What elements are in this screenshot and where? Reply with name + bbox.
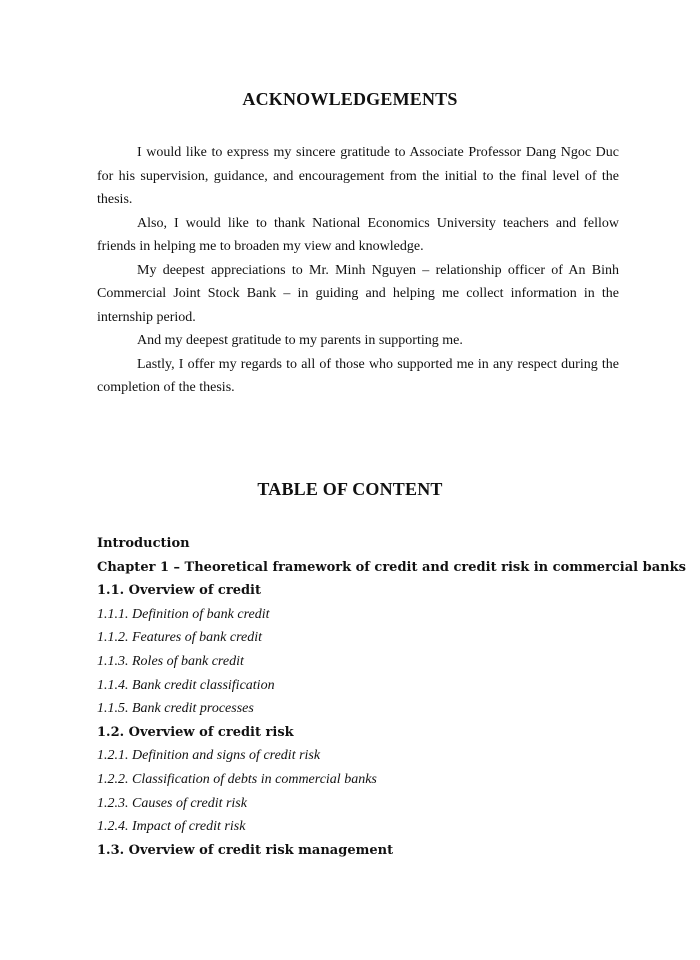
toc-entry-1-2-2: 1.2.2. Classification of debts in commercial banks	[97, 771, 377, 787]
toc-entry-section-1-3: 1.3. Overview of credit risk management	[97, 842, 394, 858]
toc-entry-chapter-1: Chapter 1 – Theoretical framework of credit and credit risk in commercial banks	[97, 559, 686, 575]
toc-entry-1-2-4: 1.2.4. Impact of credit risk	[97, 819, 246, 835]
ack-paragraph: And my deepest gratitude to my parents in supporting me.	[137, 333, 463, 348]
acknowledgements-body	[97, 141, 619, 400]
toc-entry-1-1-2: 1.1.2. Features of bank credit	[97, 630, 262, 646]
toc-entry-section-1-1: 1.1. Overview of credit	[97, 583, 262, 599]
table-of-content-list	[97, 532, 686, 862]
ack-paragraph: Also, I would like to thank National Economics University teachers and fellow friends in helping me to broaden my view and knowledge.	[97, 215, 619, 254]
toc-entry-1-1-5: 1.1.5. Bank credit processes	[97, 701, 254, 717]
toc-entry-1-2-3: 1.2.3. Causes of credit risk	[97, 795, 247, 811]
toc-entry-1-1-3: 1.1.3. Roles of bank credit	[97, 653, 244, 669]
toc-entry-section-1-2: 1.2. Overview of credit risk	[97, 724, 294, 740]
table-of-content-title: TABLE OF CONTENT	[257, 479, 443, 499]
toc-entry-introduction: Introduction	[97, 536, 190, 551]
toc-entry-1-1-4: 1.1.4. Bank credit classification	[97, 677, 275, 693]
acknowledgements-title: ACKNOWLEDGEMENTS	[242, 89, 458, 109]
toc-entry-1-1-1: 1.1.1. Definition of bank credit	[97, 606, 270, 622]
ack-paragraph: Lastly, I offer my regards to all of those who supported me in any respect during the completion of the thesis.	[97, 356, 619, 395]
ack-paragraph: My deepest appreciations to Mr. Minh Nguyen – relationship officer of An Binh Commercial Joint Stock Bank – in guiding and helping me collect information in the internship period.	[97, 262, 619, 325]
toc-entry-1-2-1: 1.2.1. Definition and signs of credit risk	[97, 748, 321, 764]
ack-paragraph: I would like to express my sincere gratitude to Associate Professor Dang Ngoc Duc for his supervision, guidance, and encouragement from the initial to the final level of the thesis.	[97, 145, 619, 207]
